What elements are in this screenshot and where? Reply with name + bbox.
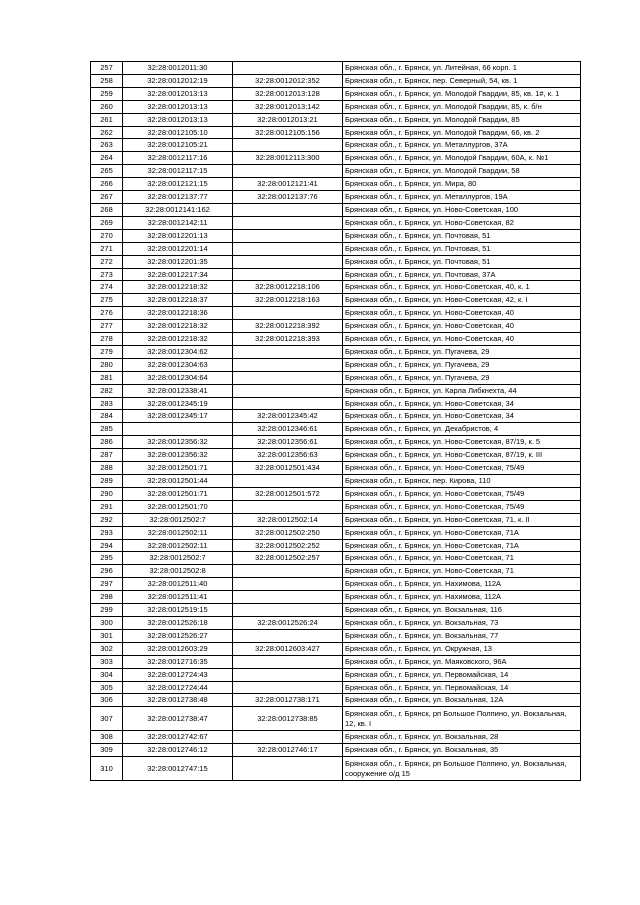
address-cell: Брянская обл., г. Брянск, ул. Почтовая, 51: [343, 229, 581, 242]
cadastral-number-cell: 32:28:0012201:35: [123, 255, 233, 268]
row-number-cell: 303: [91, 655, 123, 668]
address-cell: Брянская обл., г. Брянск, ул. Маяковского, 96А: [343, 655, 581, 668]
related-cadastral-number-cell: [233, 203, 343, 216]
table-row: [91, 384, 581, 397]
row-number-cell: 306: [91, 694, 123, 707]
cadastral-number-cell: 32:28:0012011:30: [123, 62, 233, 75]
row-number-cell: 307: [91, 707, 123, 731]
related-cadastral-number-cell: 32:28:0012502:257: [233, 552, 343, 565]
address-cell: Брянская обл., г. Брянск, ул. Ново-Советская, 100: [343, 203, 581, 216]
table-row: [91, 139, 581, 152]
related-cadastral-number-cell: [233, 655, 343, 668]
row-number-cell: 297: [91, 578, 123, 591]
address-cell: Брянская обл., г. Брянск, ул. Ново-Советская, 40: [343, 320, 581, 333]
table-row: [91, 216, 581, 229]
cadastral-number-cell: 32:28:0012304:63: [123, 358, 233, 371]
row-number-cell: 275: [91, 294, 123, 307]
table-row: [91, 591, 581, 604]
cadastral-number-cell: 32:28:0012304:64: [123, 371, 233, 384]
cadastral-number-cell: 32:28:0012117:16: [123, 152, 233, 165]
row-number-cell: 280: [91, 358, 123, 371]
address-cell: Брянская обл., г. Брянск, ул. Ново-Советская, 34: [343, 397, 581, 410]
table-row: [91, 100, 581, 113]
related-cadastral-number-cell: [233, 242, 343, 255]
table-row: [91, 449, 581, 462]
address-cell: Брянская обл., г. Брянск, ул. Карла Либкнехта, 44: [343, 384, 581, 397]
related-cadastral-number-cell: [233, 591, 343, 604]
cadastral-number-cell: 32:28:0012746:12: [123, 744, 233, 757]
address-cell: Брянская обл., г. Брянск, ул. Ново-Советская, 75/49: [343, 500, 581, 513]
address-cell: Брянская обл., г. Брянск, ул. Окружная, 13: [343, 642, 581, 655]
row-number-cell: 274: [91, 281, 123, 294]
row-number-cell: 309: [91, 744, 123, 757]
cadastral-number-cell: 32:28:0012501:71: [123, 462, 233, 475]
table-row: [91, 268, 581, 281]
table-row: [91, 565, 581, 578]
table-row: [91, 358, 581, 371]
table-row: [91, 229, 581, 242]
table-row: [91, 87, 581, 100]
row-number-cell: 300: [91, 616, 123, 629]
related-cadastral-number-cell: [233, 371, 343, 384]
address-cell: Брянская обл., г. Брянск, ул. Ново-Советская, 40, к. 1: [343, 281, 581, 294]
row-number-cell: 291: [91, 500, 123, 513]
related-cadastral-number-cell: 32:28:0012738:85: [233, 707, 343, 731]
row-number-cell: 290: [91, 487, 123, 500]
table-row: [91, 526, 581, 539]
related-cadastral-number-cell: [233, 681, 343, 694]
table-row: [91, 642, 581, 655]
cadastral-number-cell: 32:28:0012356:32: [123, 436, 233, 449]
row-number-cell: 271: [91, 242, 123, 255]
row-number-cell: 270: [91, 229, 123, 242]
related-cadastral-number-cell: 32:28:0012218:392: [233, 320, 343, 333]
table-row: [91, 74, 581, 87]
related-cadastral-number-cell: 32:28:0012502:252: [233, 539, 343, 552]
related-cadastral-number-cell: [233, 629, 343, 642]
row-number-cell: 279: [91, 345, 123, 358]
related-cadastral-number-cell: 32:28:0012501:434: [233, 462, 343, 475]
address-cell: Брянская обл., г. Брянск, ул. Ново-Советская, 34: [343, 410, 581, 423]
cadastral-number-cell: 32:28:0012117:15: [123, 165, 233, 178]
related-cadastral-number-cell: [233, 165, 343, 178]
cadastral-number-cell: 32:28:0012526:18: [123, 616, 233, 629]
cadastral-number-cell: 32:28:0012345:19: [123, 397, 233, 410]
row-number-cell: 288: [91, 462, 123, 475]
related-cadastral-number-cell: [233, 604, 343, 617]
related-cadastral-number-cell: 32:28:0012603:427: [233, 642, 343, 655]
table-row: [91, 423, 581, 436]
related-cadastral-number-cell: [233, 216, 343, 229]
cadastral-number-cell: 32:28:0012724:43: [123, 668, 233, 681]
row-number-cell: 277: [91, 320, 123, 333]
cadastral-number-cell: 32:28:0012013:13: [123, 87, 233, 100]
related-cadastral-number-cell: [233, 668, 343, 681]
table-row: [91, 165, 581, 178]
cadastral-number-cell: 32:28:0012338:41: [123, 384, 233, 397]
address-cell: Брянская обл., г. Брянск, ул. Почтовая, 51: [343, 242, 581, 255]
table-row: [91, 113, 581, 126]
row-number-cell: 298: [91, 591, 123, 604]
row-number-cell: 302: [91, 642, 123, 655]
address-cell: Брянская обл., г. Брянск, ул. Ново-Советская, 71, к. II: [343, 513, 581, 526]
cadastral-number-cell: 32:28:0012738:48: [123, 694, 233, 707]
related-cadastral-number-cell: [233, 500, 343, 513]
address-cell: Брянская обл., г. Брянск, ул. Молодой Гвардии, 58: [343, 165, 581, 178]
cadastral-number-cell: 32:28:0012137:77: [123, 191, 233, 204]
address-cell: Брянская обл., г. Брянск, ул. Молодой Гвардии, 85, к. б/н: [343, 100, 581, 113]
table-row: [91, 487, 581, 500]
related-cadastral-number-cell: 32:28:0012013:128: [233, 87, 343, 100]
row-number-cell: 258: [91, 74, 123, 87]
cadastral-number-cell: [123, 423, 233, 436]
address-cell: Брянская обл., г. Брянск, ул. Молодой Гвардии, 60А, к. №1: [343, 152, 581, 165]
cadastral-number-cell: 32:28:0012716:35: [123, 655, 233, 668]
row-number-cell: 305: [91, 681, 123, 694]
related-cadastral-number-cell: 32:28:0012012:352: [233, 74, 343, 87]
table-row: [91, 436, 581, 449]
address-cell: Брянская обл., г. Брянск, ул. Вокзальная, 73: [343, 616, 581, 629]
table-row: [91, 462, 581, 475]
cadastral-number-cell: 32:28:0012218:37: [123, 294, 233, 307]
table-row: [91, 694, 581, 707]
address-cell: Брянская обл., г. Брянск, ул. Вокзальная, 116: [343, 604, 581, 617]
address-cell: Брянская обл., г. Брянск, ул. Молодой Гвардии, 85: [343, 113, 581, 126]
row-number-cell: 287: [91, 449, 123, 462]
cadastral-number-cell: 32:28:0012345:17: [123, 410, 233, 423]
related-cadastral-number-cell: [233, 384, 343, 397]
address-cell: Брянская обл., г. Брянск, ул. Ново-Советская, 75/49: [343, 487, 581, 500]
related-cadastral-number-cell: 32:28:0012356:63: [233, 449, 343, 462]
address-cell: Брянская обл., г. Брянск, ул. Первомайская, 14: [343, 681, 581, 694]
table-row: [91, 604, 581, 617]
cadastral-number-cell: 32:28:0012502:11: [123, 539, 233, 552]
table-row: [91, 126, 581, 139]
address-cell: Брянская обл., г. Брянск, ул. Вокзальная, 28: [343, 731, 581, 744]
related-cadastral-number-cell: 32:28:0012218:393: [233, 333, 343, 346]
table-row: [91, 616, 581, 629]
related-cadastral-number-cell: [233, 229, 343, 242]
cadastral-number-cell: 32:28:0012519:15: [123, 604, 233, 617]
row-number-cell: 269: [91, 216, 123, 229]
row-number-cell: 308: [91, 731, 123, 744]
row-number-cell: 263: [91, 139, 123, 152]
table-row: [91, 707, 581, 731]
cadastral-number-cell: 32:28:0012218:32: [123, 281, 233, 294]
row-number-cell: 282: [91, 384, 123, 397]
related-cadastral-number-cell: [233, 268, 343, 281]
address-cell: Брянская обл., г. Брянск, ул. Ново-Советская, 87/19, к. 5: [343, 436, 581, 449]
table-row: [91, 294, 581, 307]
related-cadastral-number-cell: [233, 578, 343, 591]
table-row: [91, 513, 581, 526]
address-cell: Брянская обл., г. Брянск, ул. Первомайская, 14: [343, 668, 581, 681]
table-row: [91, 757, 581, 781]
address-cell: Брянская обл., г. Брянск, ул. Молодой Гвардии, 66, кв. 2: [343, 126, 581, 139]
row-number-cell: 292: [91, 513, 123, 526]
row-number-cell: 268: [91, 203, 123, 216]
address-cell: Брянская обл., г. Брянск, ул. Ново-Советская, 87/19, к. III: [343, 449, 581, 462]
related-cadastral-number-cell: [233, 397, 343, 410]
related-cadastral-number-cell: 32:28:0012746:17: [233, 744, 343, 757]
related-cadastral-number-cell: 32:28:0012113:300: [233, 152, 343, 165]
row-number-cell: 286: [91, 436, 123, 449]
row-number-cell: 272: [91, 255, 123, 268]
cadastral-number-cell: 32:28:0012013:13: [123, 113, 233, 126]
related-cadastral-number-cell: [233, 255, 343, 268]
table-row: [91, 578, 581, 591]
address-cell: Брянская обл., г. Брянск, ул. Пугачева, 29: [343, 358, 581, 371]
table-row: [91, 668, 581, 681]
table-row: [91, 655, 581, 668]
related-cadastral-number-cell: [233, 307, 343, 320]
row-number-cell: 293: [91, 526, 123, 539]
row-number-cell: 262: [91, 126, 123, 139]
table-row: [91, 475, 581, 488]
table-row: [91, 191, 581, 204]
cadastral-number-cell: 32:28:0012218:32: [123, 333, 233, 346]
cadastral-number-cell: 32:28:0012356:32: [123, 449, 233, 462]
table-row: [91, 371, 581, 384]
related-cadastral-number-cell: [233, 757, 343, 781]
related-cadastral-number-cell: [233, 358, 343, 371]
address-cell: Брянская обл., г. Брянск, ул. Молодой Гвардии, 85, кв. 1#, к. 1: [343, 87, 581, 100]
cadastral-number-cell: 32:28:0012526:27: [123, 629, 233, 642]
related-cadastral-number-cell: 32:28:0012218:106: [233, 281, 343, 294]
address-cell: Брянская обл., г. Брянск, ул. Пугачева, 29: [343, 345, 581, 358]
cadastral-number-cell: 32:28:0012217:34: [123, 268, 233, 281]
cadastral-number-cell: 32:28:0012201:14: [123, 242, 233, 255]
table-row: [91, 552, 581, 565]
related-cadastral-number-cell: 32:28:0012121:41: [233, 178, 343, 191]
related-cadastral-number-cell: 32:28:0012526:24: [233, 616, 343, 629]
row-number-cell: 260: [91, 100, 123, 113]
related-cadastral-number-cell: 32:28:0012501:572: [233, 487, 343, 500]
table-row: [91, 307, 581, 320]
cadastral-number-cell: 32:28:0012218:36: [123, 307, 233, 320]
table-row: [91, 320, 581, 333]
cadastral-number-cell: 32:28:0012142:11: [123, 216, 233, 229]
row-number-cell: 281: [91, 371, 123, 384]
related-cadastral-number-cell: 32:28:0012346:61: [233, 423, 343, 436]
row-number-cell: 301: [91, 629, 123, 642]
row-number-cell: 276: [91, 307, 123, 320]
cadastral-number-cell: 32:28:0012141:162: [123, 203, 233, 216]
row-number-cell: 304: [91, 668, 123, 681]
cadastral-number-cell: 32:28:0012105:10: [123, 126, 233, 139]
related-cadastral-number-cell: 32:28:0012013:21: [233, 113, 343, 126]
address-cell: Брянская обл., г. Брянск, ул. Ново-Советская, 42, к. I: [343, 294, 581, 307]
related-cadastral-number-cell: [233, 475, 343, 488]
address-cell: Брянская обл., г. Брянск, ул. Ново-Советская, 71А: [343, 539, 581, 552]
address-cell: Брянская обл., г. Брянск, ул. Ново-Советская, 40: [343, 307, 581, 320]
cadastral-number-cell: 32:28:0012511:40: [123, 578, 233, 591]
related-cadastral-number-cell: [233, 139, 343, 152]
address-cell: Брянская обл., г. Брянск, ул. Литейная, 66 корп. 1: [343, 62, 581, 75]
cadastral-number-cell: 32:28:0012724:44: [123, 681, 233, 694]
table-row: [91, 203, 581, 216]
row-number-cell: 264: [91, 152, 123, 165]
table-row: [91, 62, 581, 75]
cadastral-number-cell: 32:28:0012121:15: [123, 178, 233, 191]
address-cell: Брянская обл., г. Брянск, ул. Нахимова, 112А: [343, 578, 581, 591]
row-number-cell: 284: [91, 410, 123, 423]
row-number-cell: 267: [91, 191, 123, 204]
cadastral-number-cell: 32:28:0012218:32: [123, 320, 233, 333]
table-row: [91, 731, 581, 744]
table-row: [91, 410, 581, 423]
related-cadastral-number-cell: [233, 731, 343, 744]
address-cell: Брянская обл., г. Брянск, ул. Вокзальная, 77: [343, 629, 581, 642]
related-cadastral-number-cell: 32:28:0012105:156: [233, 126, 343, 139]
row-number-cell: 289: [91, 475, 123, 488]
address-cell: Брянская обл., г. Брянск, ул. Вокзальная, 35: [343, 744, 581, 757]
address-cell: Брянская обл., г. Брянск, ул. Нахимова, 112А: [343, 591, 581, 604]
related-cadastral-number-cell: 32:28:0012218:163: [233, 294, 343, 307]
address-cell: Брянская обл., г. Брянск, ул. Почтовая, 37А: [343, 268, 581, 281]
row-number-cell: 296: [91, 565, 123, 578]
table-row: [91, 629, 581, 642]
related-cadastral-number-cell: 32:28:0012345:42: [233, 410, 343, 423]
related-cadastral-number-cell: [233, 345, 343, 358]
table-row: [91, 281, 581, 294]
address-cell: Брянская обл., г. Брянск, ул. Мира, 80: [343, 178, 581, 191]
row-number-cell: 294: [91, 539, 123, 552]
related-cadastral-number-cell: 32:28:0012137:76: [233, 191, 343, 204]
cadastral-number-cell: 32:28:0012304:62: [123, 345, 233, 358]
address-cell: Брянская обл., г. Брянск, ул. Ново-Советская, 71: [343, 552, 581, 565]
row-number-cell: 283: [91, 397, 123, 410]
row-number-cell: 261: [91, 113, 123, 126]
address-cell: Брянская обл., г. Брянск, ул. Ново-Советская, 75/49: [343, 462, 581, 475]
address-cell: Брянская обл., г. Брянск, рп Большое Полпино, ул. Вокзальная, сооружение о/д 15: [343, 757, 581, 781]
cadastral-number-cell: 32:28:0012501:71: [123, 487, 233, 500]
row-number-cell: 273: [91, 268, 123, 281]
row-number-cell: 278: [91, 333, 123, 346]
table-row: [91, 500, 581, 513]
cadastral-number-cell: 32:28:0012742:67: [123, 731, 233, 744]
cadastral-number-cell: 32:28:0012502:7: [123, 552, 233, 565]
address-cell: Брянская обл., г. Брянск, пер. Кирова, 110: [343, 475, 581, 488]
address-cell: Брянская обл., г. Брянск, рп Большое Полпино, ул. Вокзальная, 12, кв. I: [343, 707, 581, 731]
table-row: [91, 345, 581, 358]
address-cell: Брянская обл., г. Брянск, ул. Ново-Советская, 40: [343, 333, 581, 346]
related-cadastral-number-cell: [233, 565, 343, 578]
address-cell: Брянская обл., г. Брянск, ул. Пугачева, 29: [343, 371, 581, 384]
table-row: [91, 242, 581, 255]
row-number-cell: 266: [91, 178, 123, 191]
address-cell: Брянская обл., г. Брянск, ул. Ново-Советская, 71А: [343, 526, 581, 539]
related-cadastral-number-cell: 32:28:0012502:250: [233, 526, 343, 539]
row-number-cell: 299: [91, 604, 123, 617]
related-cadastral-number-cell: [233, 62, 343, 75]
document-table: [90, 61, 581, 781]
address-cell: Брянская обл., г. Брянск, ул. Металлургов, 37А: [343, 139, 581, 152]
address-cell: Брянская обл., г. Брянск, ул. Металлургов, 19А: [343, 191, 581, 204]
cadastral-number-cell: 32:28:0012013:13: [123, 100, 233, 113]
row-number-cell: 257: [91, 62, 123, 75]
related-cadastral-number-cell: 32:28:0012013:142: [233, 100, 343, 113]
table-row: [91, 152, 581, 165]
related-cadastral-number-cell: 32:28:0012502:14: [233, 513, 343, 526]
cadastral-number-cell: 32:28:0012501:44: [123, 475, 233, 488]
cadastral-number-cell: 32:28:0012501:70: [123, 500, 233, 513]
row-number-cell: 285: [91, 423, 123, 436]
related-cadastral-number-cell: 32:28:0012356:61: [233, 436, 343, 449]
cadastral-number-cell: 32:28:0012105:21: [123, 139, 233, 152]
row-number-cell: 295: [91, 552, 123, 565]
cadastral-number-cell: 32:28:0012738:47: [123, 707, 233, 731]
row-number-cell: 310: [91, 757, 123, 781]
cadastral-number-cell: 32:28:0012603:29: [123, 642, 233, 655]
address-cell: Брянская обл., г. Брянск, ул. Почтовая, 51: [343, 255, 581, 268]
address-cell: Брянская обл., г. Брянск, ул. Вокзальная, 12А: [343, 694, 581, 707]
address-cell: Брянская обл., г. Брянск, ул. Ново-Советская, 71: [343, 565, 581, 578]
cadastral-number-cell: 32:28:0012511:41: [123, 591, 233, 604]
row-number-cell: 265: [91, 165, 123, 178]
cadastral-number-cell: 32:28:0012502:11: [123, 526, 233, 539]
cadastral-number-cell: 32:28:0012012:19: [123, 74, 233, 87]
table-row: [91, 744, 581, 757]
address-cell: Брянская обл., г. Брянск, ул. Декабристов, 4: [343, 423, 581, 436]
related-cadastral-number-cell: 32:28:0012738:171: [233, 694, 343, 707]
row-number-cell: 259: [91, 87, 123, 100]
cadastral-number-cell: 32:28:0012747:15: [123, 757, 233, 781]
table-row: [91, 333, 581, 346]
table-row: [91, 255, 581, 268]
cadastral-number-cell: 32:28:0012502:8: [123, 565, 233, 578]
cadastral-number-cell: 32:28:0012502:7: [123, 513, 233, 526]
address-cell: Брянская обл., г. Брянск, пер. Северный, 54, кв. 1: [343, 74, 581, 87]
table-body: [91, 62, 581, 781]
table-row: [91, 178, 581, 191]
address-cell: Брянская обл., г. Брянск, ул. Ново-Советская, 82: [343, 216, 581, 229]
table-row: [91, 681, 581, 694]
table-row: [91, 397, 581, 410]
table-row: [91, 539, 581, 552]
cadastral-number-cell: 32:28:0012201:13: [123, 229, 233, 242]
